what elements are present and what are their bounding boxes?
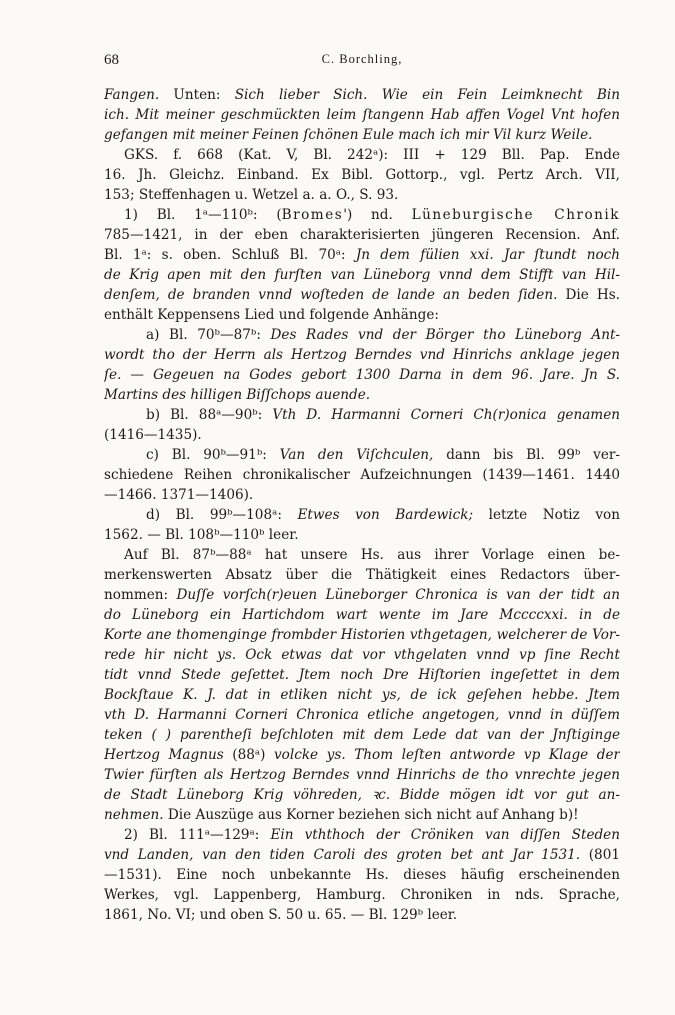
text-line xyxy=(104,405,620,425)
text-span: dann bis Bl. 99ᵇ ver- xyxy=(433,447,620,463)
text-span: Die Hs. xyxy=(557,287,620,303)
text-line xyxy=(104,785,620,805)
italic-quote: de Stadt Lüneborg Krig vöhreden, ꝛc. Bidde mögen idt vor gut an- xyxy=(104,787,620,803)
spaced-title: Bromes xyxy=(281,207,344,223)
text-line xyxy=(104,805,620,825)
text-line xyxy=(104,845,620,865)
text-line xyxy=(104,325,620,345)
text-span: —1531). Eine noch unbekannte Hs. dieses häufig erscheinenden xyxy=(104,867,620,883)
body-text xyxy=(104,85,620,925)
text-span: 2) Bl. 111ᵃ—129ᵃ: xyxy=(124,827,271,843)
text-line xyxy=(104,725,620,745)
italic-quote: do Lüneborg ein Hartichdom wart wente im Jare Mccccxxi. in de xyxy=(104,607,620,623)
text-span: Auf Bl. 87ᵇ—88ᵃ hat unsere Hs. aus ihrer Vorlage einen be- xyxy=(124,547,620,563)
text-line xyxy=(104,905,620,925)
text-line xyxy=(104,885,620,905)
italic-quote: Hertzog Magnus xyxy=(104,747,224,763)
text-line xyxy=(104,545,620,565)
text-span: Bl. 1ᵃ: s. oben. Schluß Bl. 70ᵃ: xyxy=(104,247,356,263)
text-span: (1416—1435). xyxy=(104,427,202,443)
italic-quote: ſe. — Gegeuen na Godes gebort 1300 Darna in dem 96. Jare. Jn S. xyxy=(104,367,620,383)
text-line xyxy=(104,265,620,285)
text-span: GKS. f. 668 (Kat. V, Bl. 242ᵃ): III + 129 Bll. Pap. Ende xyxy=(124,147,620,163)
text-span: Unten: xyxy=(159,87,235,103)
text-line xyxy=(104,345,620,365)
text-line xyxy=(104,305,620,325)
running-head: C. Borchling, xyxy=(321,52,403,66)
text-line xyxy=(104,485,620,505)
page-header xyxy=(104,52,620,74)
italic-quote: Des Rades vnd der Börger tho Lüneborg Ant- xyxy=(270,327,620,343)
italic-quote: vth D. Harmanni Corneri Chronica etliche angetogen, vnnd in düſſem xyxy=(104,707,620,723)
text-line xyxy=(104,205,620,225)
text-line xyxy=(104,105,620,125)
text-line xyxy=(104,525,620,545)
italic-quote: Van den Viſchculen, xyxy=(279,447,434,463)
text-span: a) Bl. 70ᵇ—87ᵇ: xyxy=(146,327,271,343)
italic-quote: vnd Landen, van den tiden Caroli des groten bet ant Jar 1531. xyxy=(104,847,581,863)
text-line xyxy=(104,745,620,765)
text-span: —1466. 1371—1406). xyxy=(104,487,254,503)
text-span: merkenswerten Absatz über die Thätigkeit eines Redactors über- xyxy=(104,567,620,583)
text-span: Werkes, vgl. Lappenberg, Hamburg. Chroniken in nds. Sprache, xyxy=(104,887,620,903)
text-line xyxy=(104,765,620,785)
text-line xyxy=(104,645,620,665)
text-line xyxy=(104,445,620,465)
text-line xyxy=(104,85,620,105)
italic-quote: volcke ys. Thom leſten antworde vp Klage der xyxy=(274,747,620,763)
italic-quote: Ein vththoch der Cröniken van diſſen Steden xyxy=(270,827,620,843)
text-span: nommen: xyxy=(104,587,177,603)
italic-quote: Twier fürſten als Hertzog Berndes vnnd Hinrichs de tho vnrechte jegen xyxy=(104,767,620,783)
text-line xyxy=(104,285,620,305)
italic-quote: Fangen. xyxy=(104,87,160,103)
text-line xyxy=(104,865,620,885)
text-span: 1) Bl. 1ᵃ—110ᵇ: ( xyxy=(124,207,282,223)
text-line xyxy=(104,145,620,165)
italic-quote: teken ( ) parentheſi beſchloten mit dem Lede dat van der Jnſtiginge xyxy=(104,727,620,743)
italic-quote: Korte ane thomenginge frombder Historien vthgetagen, welcherer de Vor- xyxy=(104,627,620,643)
text-span: 16. Jh. Gleichz. Einband. Ex Bibl. Gottorp., vgl. Pertz Arch. VII, xyxy=(104,167,620,183)
italic-quote: Duſſe vorſch(r)euen Lüneborger Chronica is van der tidt an xyxy=(176,587,620,603)
text-line xyxy=(104,585,620,605)
text-line xyxy=(104,165,620,185)
text-span: 785—1421, in der eben charakterisierten jüngeren Recension. Anf. xyxy=(104,227,620,243)
text-line xyxy=(104,685,620,705)
italic-quote: Bockſtaue K. J. dat in etliken nicht ys, de ick geſehen hebbe. Jtem xyxy=(104,687,620,703)
italic-quote: Martins des hilligen Biſſchops auende. xyxy=(104,387,371,403)
italic-quote: rede hir nicht ys. Ock etwas dat vor vthgelaten vnnd vp ſine Recht xyxy=(104,647,620,663)
text-line xyxy=(104,565,620,585)
text-line xyxy=(104,705,620,725)
text-line xyxy=(104,605,620,625)
text-line xyxy=(104,225,620,245)
text-line xyxy=(104,465,620,485)
italic-quote: denſem, de branden vnnd woſteden de lande an beden ſiden. xyxy=(104,287,558,303)
italic-quote: Vth D. Harmanni Corneri Ch(r)onica genamen xyxy=(272,407,620,423)
italic-quote: Jn dem fülien xxi. Jar ſtundt noch xyxy=(355,247,620,263)
text-span: (88ᵃ) xyxy=(223,747,274,763)
text-span: schiedene Reihen chronikalischer Aufzeichnungen (1439—1461. 1440 xyxy=(104,467,620,483)
text-span: Die Auszüge aus Korner beziehen sich nicht auf Anhang b)! xyxy=(163,807,579,823)
text-line xyxy=(104,505,620,525)
text-line xyxy=(104,365,620,385)
italic-quote: Sich lieber Sich. Wie ein Fein Leimknecht Bin xyxy=(234,87,620,103)
text-span: ') nd. xyxy=(343,207,412,223)
text-line xyxy=(104,625,620,645)
text-span: 1562. — Bl. 108ᵇ—110ᵇ leer. xyxy=(104,527,299,543)
text-line xyxy=(104,385,620,405)
text-span: letzte Notiz von xyxy=(473,507,620,523)
text-line xyxy=(104,665,620,685)
italic-quote: Etwes von Bardewick; xyxy=(297,507,474,523)
text-line xyxy=(104,245,620,265)
italic-quote: wordt tho der Herrn als Hertzog Berndes vnd Hinrichs anklage jegen xyxy=(104,347,620,363)
text-span: (801 xyxy=(580,847,620,863)
text-span: enthält Keppensens Lied und folgende Anhänge: xyxy=(104,307,439,323)
text-span: c) Bl. 90ᵇ—91ᵇ: xyxy=(146,447,280,463)
text-span: b) Bl. 88ᵃ—90ᵇ: xyxy=(146,407,273,423)
italic-quote: gefangen mit meiner Feinen ſchönen Eule mach ich mir Vil kurz Weile. xyxy=(104,127,593,143)
page-number: 68 xyxy=(104,52,119,68)
text-line xyxy=(104,825,620,845)
italic-quote: tidt vnnd Stede geſettet. Jtem noch Dre Hiſtorien ingeſettet in dem xyxy=(104,667,620,683)
text-span: 1861, No. VI; und oben S. 50 u. 65. — Bl. 129ᵇ leer. xyxy=(104,907,458,923)
text-span: 153; Steffenhagen u. Wetzel a. a. O., S. 93. xyxy=(104,187,399,203)
spaced-title: Lüneburgische Chronik xyxy=(411,207,620,223)
text-line xyxy=(104,185,620,205)
text-line xyxy=(104,125,620,145)
italic-quote: ich. Mit meiner geschmückten leim ſtangenn Hab affen Vogel Vnt hofen xyxy=(104,107,620,123)
italic-quote: de Krig apen mit den furſten van Lüneborg vnnd dem Stifft van Hil- xyxy=(104,267,620,283)
italic-quote: nehmen. xyxy=(104,807,164,823)
text-span: d) Bl. 99ᵇ—108ᵃ: xyxy=(146,507,298,523)
text-line xyxy=(104,425,620,445)
